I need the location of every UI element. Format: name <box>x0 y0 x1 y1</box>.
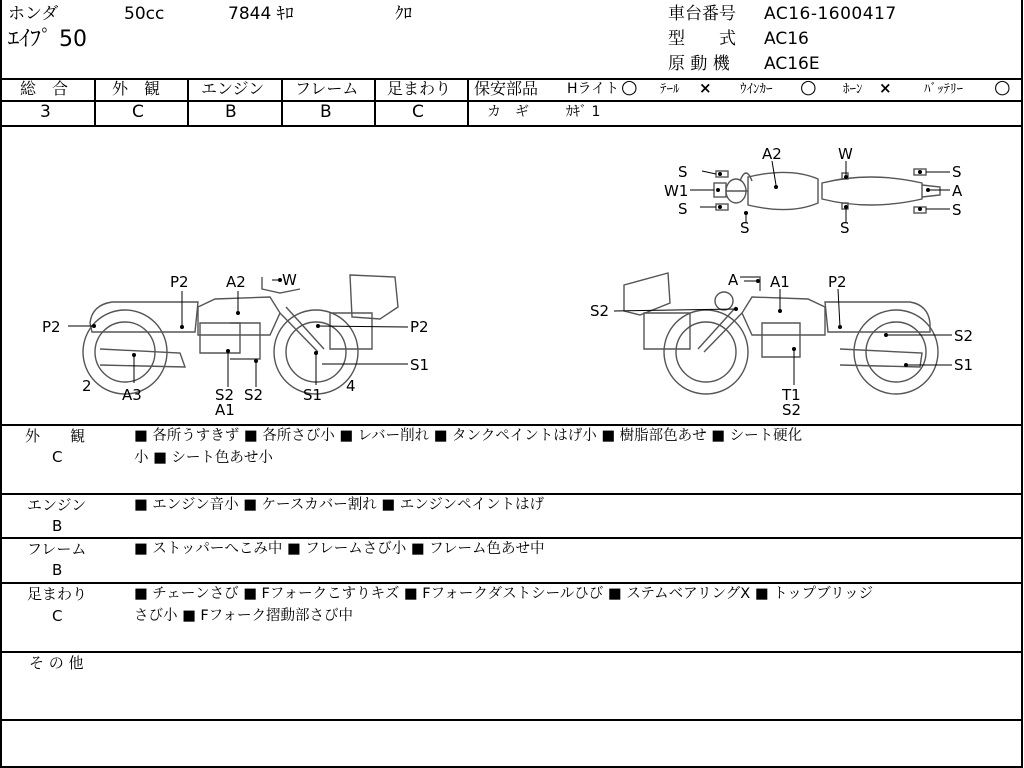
left-label-4: 4 <box>346 377 356 395</box>
left-label-s1-wheel: S1 <box>410 356 430 374</box>
bike-diagrams <box>0 127 1022 423</box>
notes-frame-label: フレーム <box>27 540 87 558</box>
suspension-grade: C <box>412 102 424 122</box>
tail-status: × <box>699 79 712 97</box>
top-label-s6: S <box>952 201 962 219</box>
top-label-w1: W1 <box>664 182 689 200</box>
frame-grade-label: フレーム <box>295 79 359 98</box>
notes-other-label: そ の 他 <box>29 654 84 672</box>
mileage: 7844 ｷﾛ <box>228 4 294 24</box>
diagram-bottom-line <box>0 424 1022 426</box>
top-label-w: W <box>838 145 853 163</box>
headlight-status: ○ <box>621 76 638 98</box>
notes-exterior-line1: ■ 各所うすきず ■ 各所さび小 ■ レバー削れ ■ タンクペイントはげ小 ■ 樹脂部色あせ ■ シート硬化 <box>134 428 803 444</box>
safety-mid-line <box>468 100 1022 102</box>
notes-divider-5 <box>0 719 1022 721</box>
suspension-grade-label: 足まわり <box>387 79 452 98</box>
right-label-s2-cowl: S2 <box>590 302 610 320</box>
right-label-a: A <box>728 271 739 289</box>
model-name: ｴｲﾌﾟ 50 <box>8 27 87 52</box>
grade-divider-5 <box>467 78 469 125</box>
right-side-bike <box>624 273 938 394</box>
right-label-p2: P2 <box>828 273 847 291</box>
notes-suspension-label: 足まわり <box>27 585 88 603</box>
notes-engine-line1: ■ エンジン音小 ■ ケースカバー割れ ■ エンジンペイントはげ <box>134 497 544 513</box>
engine-grade: B <box>225 102 237 122</box>
notes-exterior-line2: 小 ■ シート色あせ小 <box>134 450 273 466</box>
top-label-s5: S <box>952 163 962 181</box>
frame-no: AC16-1600417 <box>764 4 897 24</box>
right-label-s2-rear: S2 <box>954 327 974 345</box>
safety-label: 保安部品 <box>474 79 539 98</box>
left-label-s2-engine: S2 <box>215 386 235 404</box>
right-label-t1: T1 <box>782 386 801 404</box>
top-label-a2: A2 <box>762 145 782 163</box>
engine-model: AC16E <box>764 54 820 74</box>
notes-engine-label: エンジン <box>27 496 87 514</box>
notes-divider-2 <box>0 537 1022 539</box>
grade-divider-1 <box>94 78 96 125</box>
notes-suspension-line2: さび小 ■ Fフォーク摺動部さび中 <box>134 608 354 624</box>
overall-grade: 3 <box>40 102 51 122</box>
notes-divider-1 <box>0 493 1022 495</box>
notes-suspension-grade: C <box>52 607 63 625</box>
headlight-label: Hライト <box>567 81 620 97</box>
notes-divider-3 <box>0 582 1022 584</box>
grade-divider-3 <box>281 78 283 125</box>
left-label-a2: A2 <box>226 273 246 291</box>
notes-frame-line1: ■ ストッパーへこみ中 ■ フレームさび小 ■ フレーム色あせ中 <box>134 541 545 557</box>
color: ｸﾛ <box>395 4 412 24</box>
engine-grade-label: エンジン <box>201 79 265 98</box>
frame-no-label: 車台番号 <box>668 4 736 24</box>
top-label-s2: S <box>678 200 688 218</box>
sheet-border-bottom <box>0 766 1022 768</box>
grade-divider-4 <box>374 78 376 125</box>
exterior-grade: C <box>132 102 144 122</box>
notes-exterior-grade: C <box>52 448 63 466</box>
notes-engine-grade: B <box>52 517 63 535</box>
grade-divider-2 <box>187 78 189 125</box>
right-label-s2-engine: S2 <box>782 401 802 419</box>
winker-status: ○ <box>800 76 817 98</box>
left-label-s1-fork: S1 <box>303 386 323 404</box>
frame-grade: B <box>320 102 332 122</box>
type-label: 型 式 <box>668 29 736 49</box>
left-label-a1: A1 <box>215 401 235 419</box>
left-label-p2-front: P2 <box>410 318 429 336</box>
notes-suspension-line1: ■ チェーンさび ■ Fフォークこすりキズ ■ Fフォークダストシールひび ■ ステムベアリングX ■ トップブリッジ <box>134 586 874 602</box>
key-count: ｶｷﾞ 1 <box>566 104 601 120</box>
right-label-s1: S1 <box>954 356 974 374</box>
key-label: カ ギ <box>487 104 529 120</box>
overall-label: 総 合 <box>20 79 69 98</box>
top-label-a: A <box>952 182 963 200</box>
left-label-p2-seat: P2 <box>170 273 189 291</box>
left-label-w: W <box>282 271 297 289</box>
horn-label: ﾎｰﾝ <box>843 82 863 97</box>
notes-frame-grade: B <box>52 561 63 579</box>
right-label-a1: A1 <box>770 273 790 291</box>
top-label-s1: S <box>678 163 688 181</box>
left-label-a3: A3 <box>122 386 142 404</box>
maker: ホンダ <box>8 4 59 24</box>
exterior-grade-label: 外 観 <box>112 79 161 98</box>
winker-label: ｳｲﾝｶｰ <box>740 82 773 97</box>
left-label-p2-rear: P2 <box>42 318 61 336</box>
tail-label: ﾃｰﾙ <box>660 82 680 97</box>
top-view-bike <box>714 169 940 213</box>
notes-divider-4 <box>0 651 1022 653</box>
horn-status: × <box>879 79 892 97</box>
left-label-2: 2 <box>82 377 92 395</box>
left-label-s2-case: S2 <box>244 386 264 404</box>
notes-exterior-label: 外 観 <box>25 427 86 445</box>
battery-status: ○ <box>994 76 1011 98</box>
engine-model-label: 原 動 機 <box>668 54 730 74</box>
type-value: AC16 <box>764 29 809 49</box>
battery-label: ﾊﾞｯﾃﾘｰ <box>924 82 963 97</box>
top-label-s4: S <box>840 219 850 237</box>
top-label-s3: S <box>740 219 750 237</box>
displacement: 50cc <box>124 4 165 24</box>
